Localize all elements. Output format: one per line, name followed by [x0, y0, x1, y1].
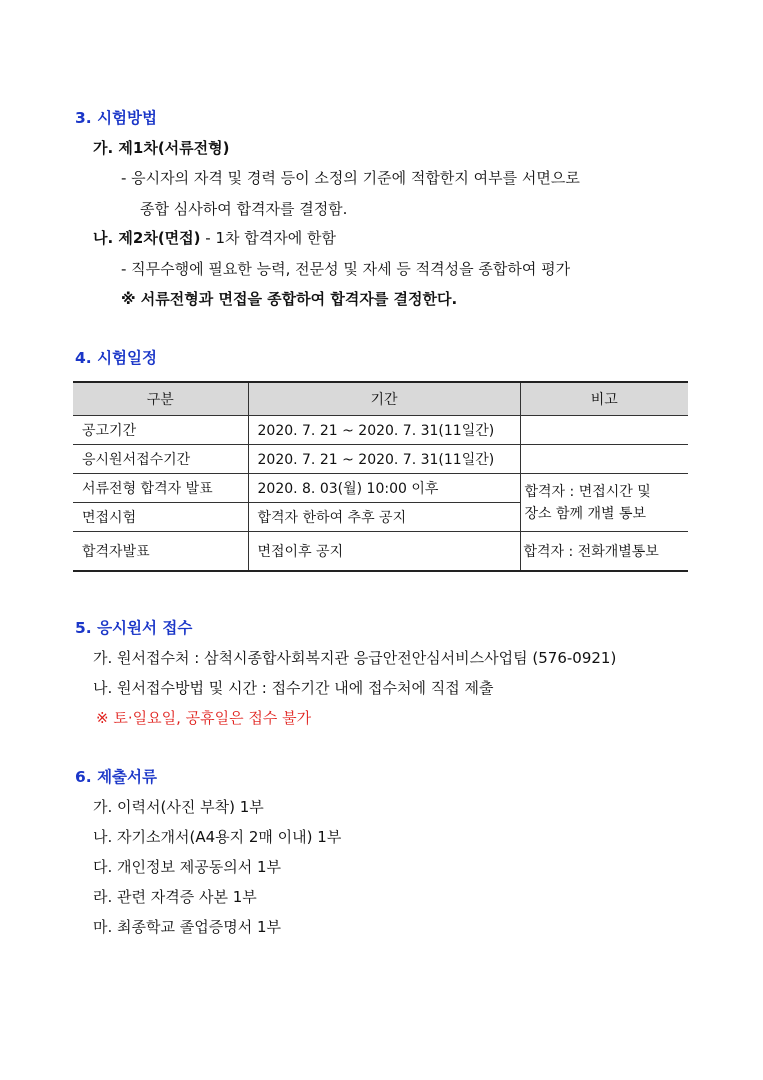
application-line-2: 나. 원서접수방법 및 시간 : 접수기간 내에 접수처에 직접 제출	[93, 679, 494, 697]
method-note: ※ 서류전형과 면접을 종합하여 합격자를 결정한다.	[121, 290, 458, 308]
method-second-note: - 1차 합격자에 한함	[200, 229, 336, 247]
row-period: 2020. 7. 21 ~ 2020. 7. 31(11일간)	[248, 416, 520, 445]
row-period: 합격자 한하여 추후 공지	[248, 503, 520, 532]
list-item: 다. 개인정보 제공동의서 1부	[93, 858, 282, 876]
row-remarks: 합격자 : 전화개별통보	[520, 532, 688, 572]
method-first-title: 가. 제1차(서류전형)	[93, 139, 230, 157]
merged-note-line-2: 장소 함께 개별 통보	[524, 505, 647, 522]
application-line-1: 가. 원서접수처 : 삼척시종합사회복지관 응급안전안심서비스사업팀 (576-0921)	[93, 649, 617, 667]
method-second-row	[93, 228, 336, 248]
row-remarks	[520, 445, 688, 474]
section-heading-method: 3. 시험방법	[75, 109, 157, 127]
column-header-category: 구분	[73, 382, 248, 416]
section-heading-schedule: 4. 시험일정	[75, 349, 157, 367]
table-header-row	[73, 382, 688, 416]
method-second-title: 나. 제2차(면접)	[93, 229, 201, 247]
row-remarks-merged	[520, 474, 688, 532]
row-item: 서류전형 합격자 발표	[73, 474, 248, 503]
row-period: 2020. 7. 21 ~ 2020. 7. 31(11일간)	[248, 445, 520, 474]
row-item: 면접시험	[73, 503, 248, 532]
list-item: 라. 관련 자격증 사본 1부	[93, 888, 257, 906]
table-row	[73, 474, 688, 503]
row-period: 면접이후 공지	[248, 532, 520, 572]
row-period: 2020. 8. 03(월) 10:00 이후	[248, 474, 520, 503]
row-item: 응시원서접수기간	[73, 445, 248, 474]
list-item: 가. 이력서(사진 부착) 1부	[93, 798, 264, 816]
method-second-line-1: - 직무수행에 필요한 능력, 전문성 및 자세 등 적격성을 종합하여 평가	[121, 260, 571, 278]
section-heading-documents: 6. 제출서류	[75, 768, 157, 786]
merged-note-line-1: 합격자 : 면접시간 및	[524, 483, 651, 500]
table-row	[73, 445, 688, 474]
schedule-table	[73, 381, 688, 572]
table-row	[73, 532, 688, 572]
list-item: 나. 자기소개서(A4용지 2매 이내) 1부	[93, 828, 342, 846]
list-item: 마. 최종학교 졸업증명서 1부	[93, 918, 282, 936]
table-row	[73, 416, 688, 445]
row-item: 공고기간	[73, 416, 248, 445]
column-header-remarks: 비고	[520, 382, 688, 416]
row-remarks	[520, 416, 688, 445]
method-first-line-2: 종합 심사하여 합격자를 결정함.	[140, 200, 348, 218]
column-header-period: 기간	[248, 382, 520, 416]
section-heading-application: 5. 응시원서 접수	[75, 619, 193, 637]
application-warning: ※ 토·일요일, 공휴일은 접수 불가	[96, 709, 312, 727]
method-first-line-1: - 응시자의 자격 및 경력 등이 소정의 기준에 적합한지 여부를 서면으로	[121, 169, 580, 187]
row-item: 합격자발표	[73, 532, 248, 572]
